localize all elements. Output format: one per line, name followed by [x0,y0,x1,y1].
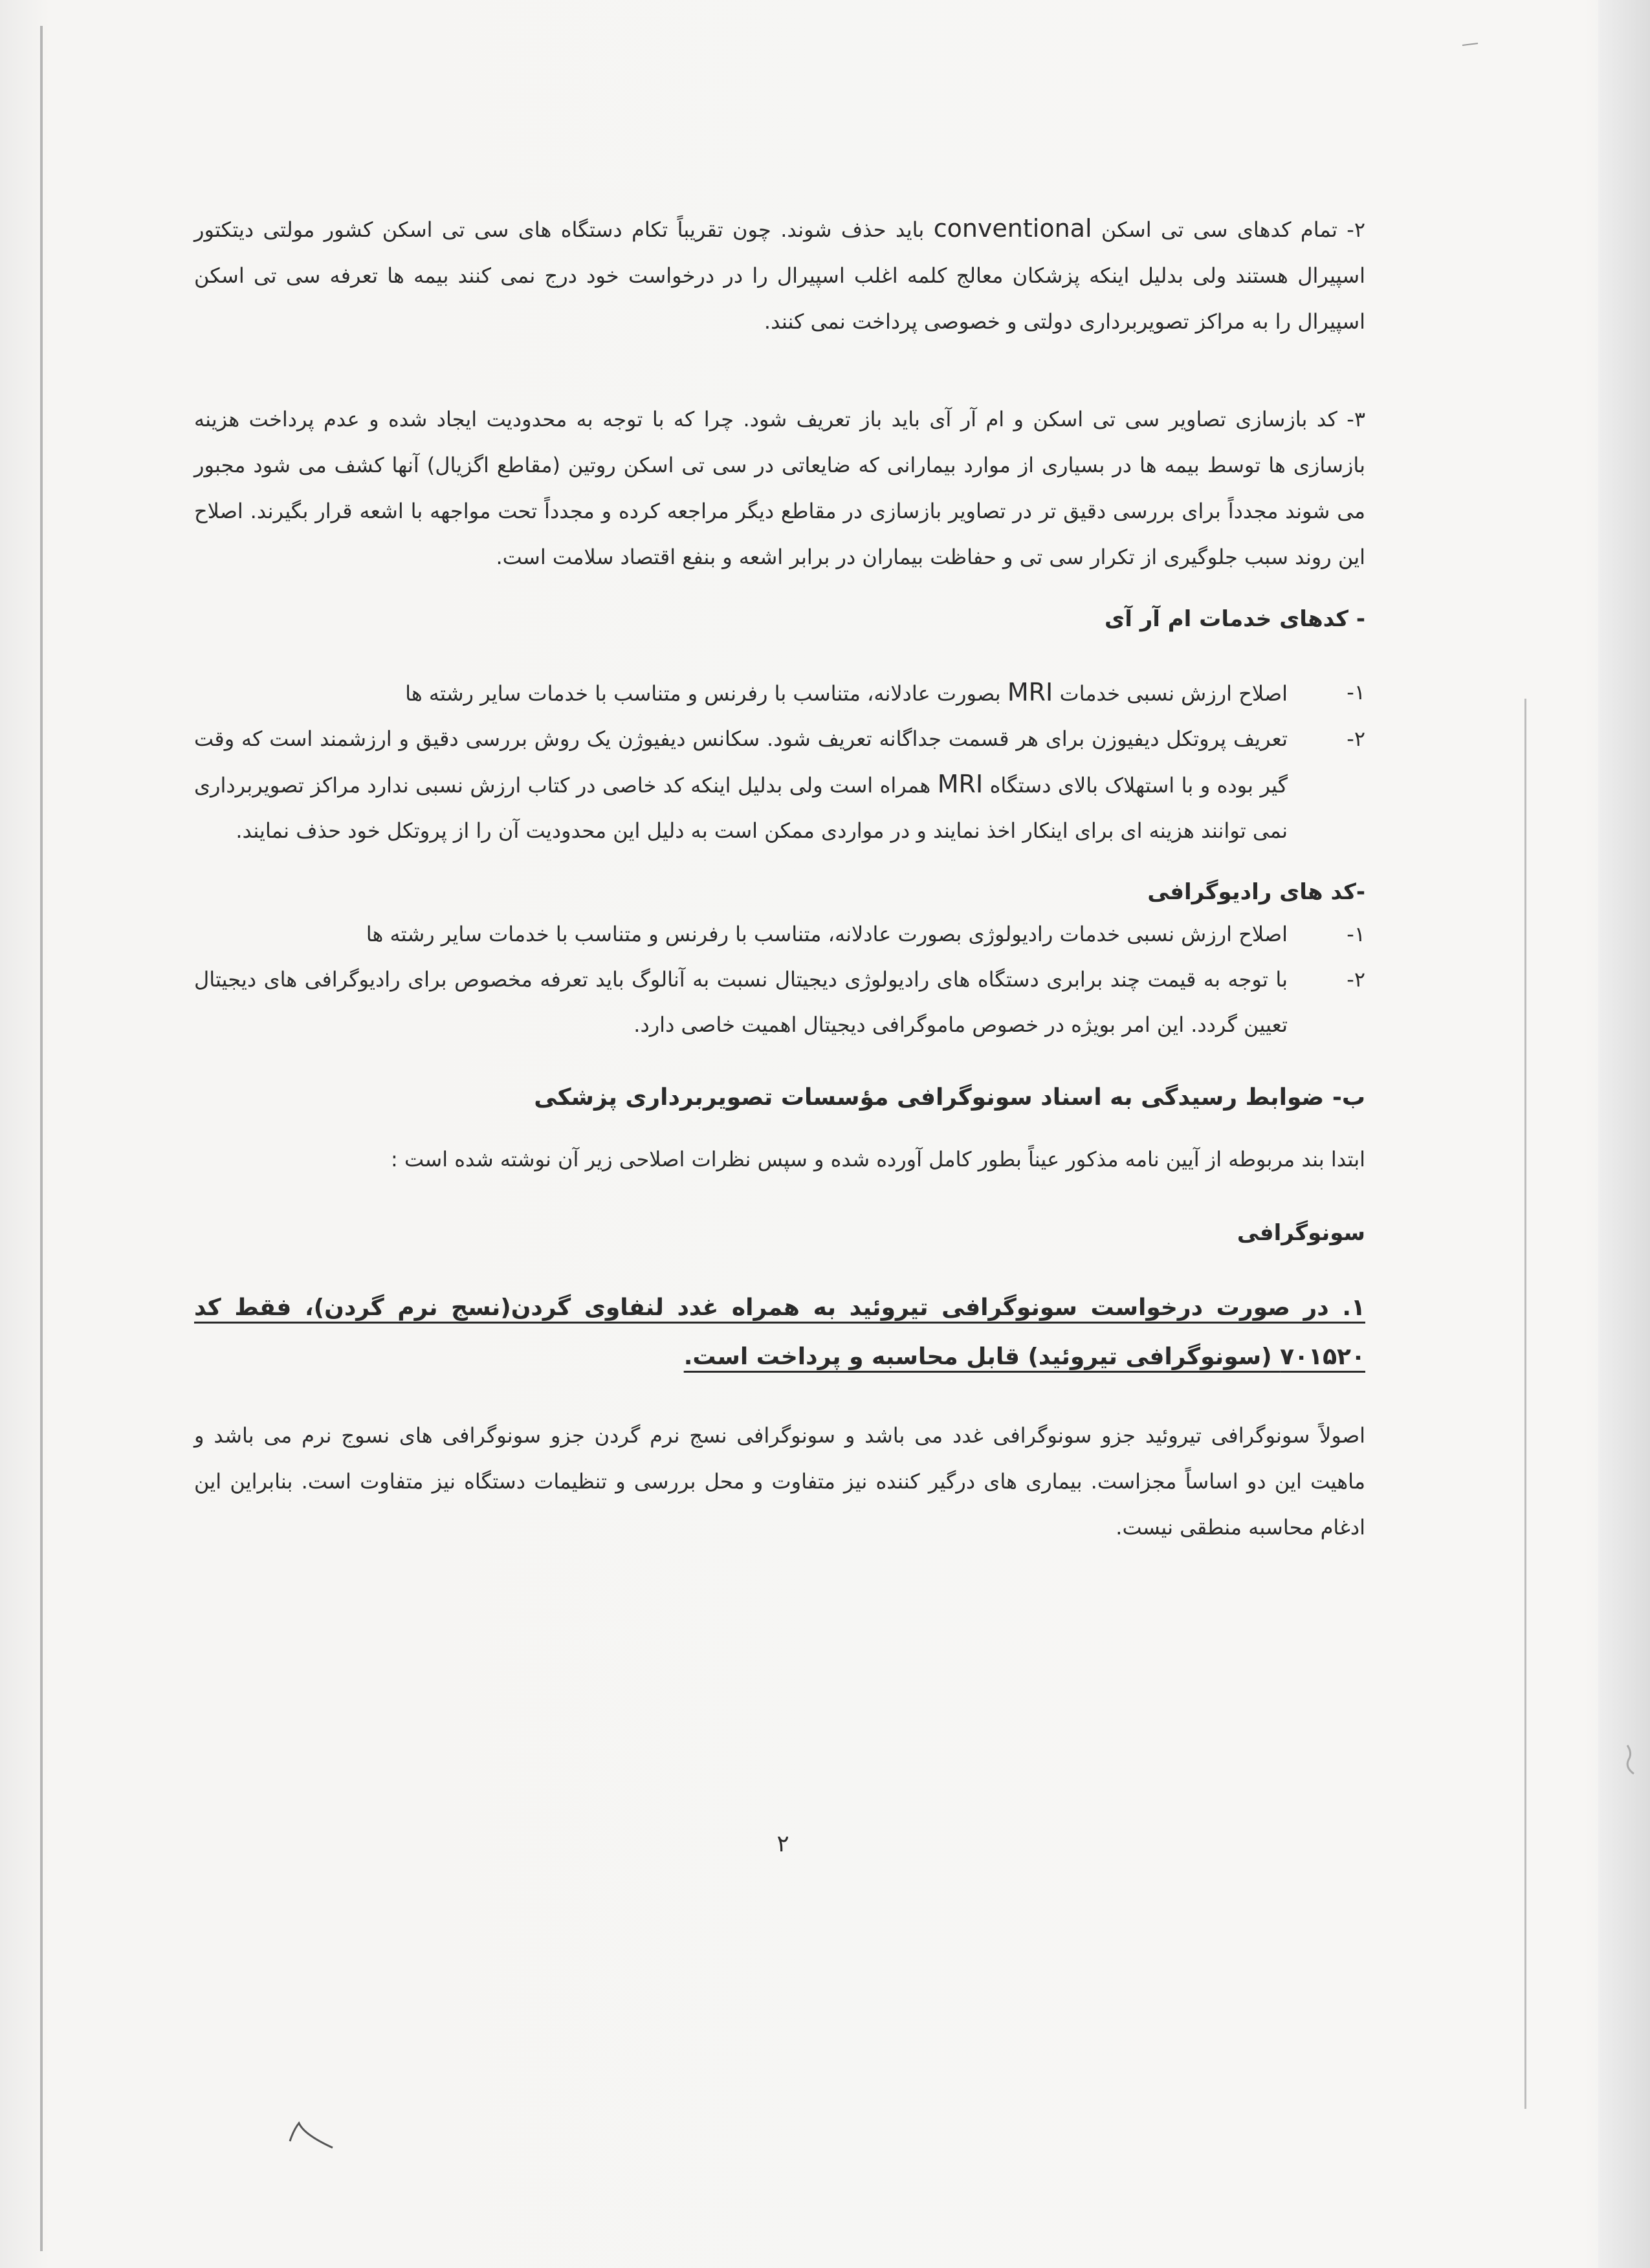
radiography-item-1 [194,911,1365,957]
list-number: ۱- [1347,922,1365,946]
heading-radiography-codes: -کد های رادیوگرافی [1147,879,1365,905]
paragraph-ct-conventional [194,206,1365,345]
paragraph-intro: ابتدا بند مربوطه از آیین نامه مذکور عیناً بطور کامل آورده شده و سپس نظرات اصلاحی زیر آن نوشته شده است : [391,1147,1365,1172]
heading-section-b: ب- ضوابط رسیدگی به اسناد سونوگرافی مؤسسات تصویربرداری پزشکی [534,1084,1365,1111]
document-body [194,206,1365,1551]
pen-mark [285,2115,336,2154]
scan-edge-line-right [1524,699,1526,2109]
scan-edge-right [1598,0,1650,2268]
list-number: ۱- [1347,680,1365,704]
paragraph-explanation: اصولاً سونوگرافی تیروئید جزو سونوگرافی غدد می باشد و سونوگرافی نسج نرم گردن جزو سونوگرافی های نسوج نرم می باشد و ماهیت این دو اساساً مجزاست. بیماری های درگیر کننده نیز متفاوت و محل بررسی و تنظیمات دستگاه نیز متفاوت است. بنابراین این ادغام محاسبه منطقی نیست. [194,1423,1365,1540]
scan-speck-right [1621,1740,1640,1779]
page-number: ۲ [776,1831,789,1857]
mri-item-2 [194,716,1365,853]
term-mri: MRI [937,770,984,798]
mri-item-1-before: اصلاح ارزش نسبی خدمات [1053,681,1288,706]
scan-speck-top [1461,41,1480,48]
mri-item-2-before: تعریف پروتکل دیفیوزن برای هر قسمت جداگانه تعریف شود. سکانس دیفیوژن یک روش بررسی دقیق و ارزشمند است که وقت گیر بوده و با استهلاک بالای دستگاه [194,726,1288,798]
term-mri: MRI [1007,678,1053,706]
radiography-list [194,911,1365,1047]
paragraph-ct-lead: ۲- تمام کدهای سی تی اسکن [1092,217,1366,242]
heading-sonography: سونوگرافی [1237,1220,1365,1246]
paragraph-reconstruction: ۳- کد بازسازی تصاویر سی تی اسکن و ام آر آی باید باز تعریف شود. چرا که با توجه به محدودیت ایجاد شده و عدم پرداخت هزینه بازسازی ها توسط بیمه ها در بسیاری از موارد بیمارانی که ضایعاتی در سی تی اسکن روتین (مقاطع اگزیال) آنها کشف می شود مجبور می شوند مجدداً برای بررسی دقیق تر در تصاویر بازسازی در مقاطع دیگر مراجعه کرده و مجدداً تحت مواجهه با اشعه قرار بگیرند. اصلاح این روند سبب جلوگیری از تکرار سی تی و حفاظت بیماران در برابر اشعه و بنفع اقتصاد سلامت است. [194,407,1365,569]
radiography-item-2-text: با توجه به قیمت چند برابری دستگاه های رادیولوژی دیجیتال نسبت به آنالوگ باید تعرفه مخصوص برای رادیوگرافی های دیجیتال تعیین گردد. این امر بویژه در خصوص ماموگرافی دیجیتال اهمیت خاصی دارد. [194,967,1288,1037]
mri-list [194,670,1365,853]
heading-mri-codes: - کدهای خدمات ام آر آی [1105,606,1365,632]
radiography-item-2 [194,957,1365,1047]
list-number: ۲- [1347,726,1365,751]
term-conventional: conventional [933,214,1092,243]
radiography-item-1-text: اصلاح ارزش نسبی خدمات رادیولوژی بصورت عادلانه، متناسب با رفرنس و متناسب با خدمات سایر رشته ها [366,922,1288,946]
list-number: ۲- [1347,967,1365,992]
rule-thyroid-sonography: ۱. در صورت درخواست سونوگرافی تیروئید به همراه غدد لنفاوی گردن(نسج نرم گردن)، فقط کد ۷۰۱۵۲۰ (سونوگرافی تیروئید) قابل محاسبه و پرداخت است. [194,1294,1365,1370]
mri-item-2-after: همراه است ولی بدلیل اینکه کد خاصی در کتاب ارزش نسبی ندارد مراکز تصویربرداری نمی توانند هزینه ای برای اینکار اخذ نمایند و در مواردی ممکن است به دلیل این محدودیت آن را از پروتکل خود حذف نمایند. [194,773,1288,843]
mri-item-1-after: بصورت عادلانه، متناسب با رفرنس و متناسب با خدمات سایر رشته ها [405,681,1007,706]
paragraph-ct-rest: باید حذف شوند. چون تقریباً تکام دستگاه های سی تی اسکن کشور مولتی دیتکتور اسپیرال هستند ولی بدلیل اینکه پزشکان معالج کلمه اغلب اسپیرال را در درخواست خود درج نمی کنند بیمه ها تعرفه سی تی اسکن اسپیرال را به مراکز تصویربرداری دولتی و خصوصی پرداخت نمی کنند. [194,217,1365,334]
scan-edge-left [40,26,43,2251]
mri-item-1 [194,670,1365,716]
